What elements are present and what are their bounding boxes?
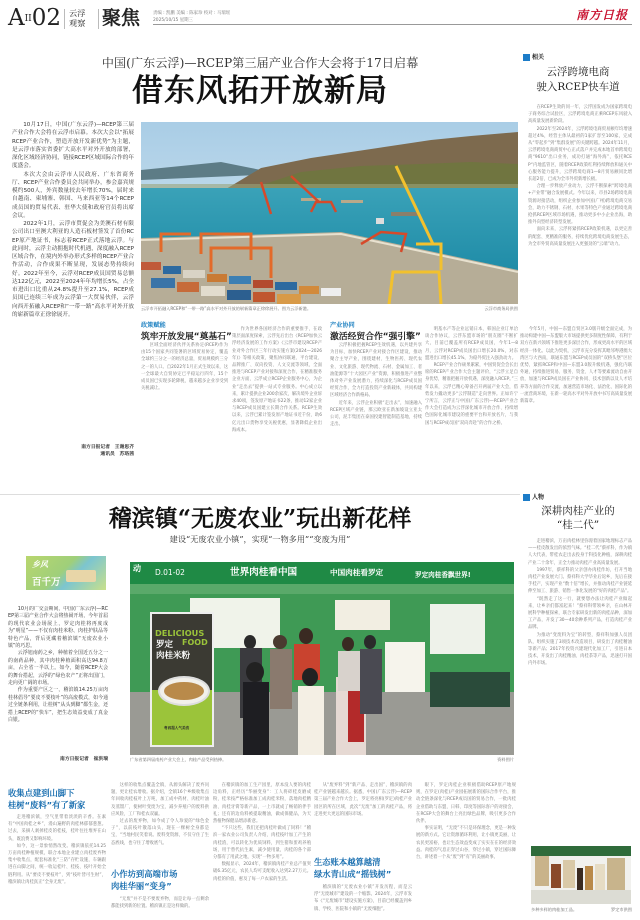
editor-line: 责编 : 凯鹏 美编 : 陈家珍 校对 : 马瑞瑶	[153, 11, 231, 16]
poster-title-en-1: DELICIOUS	[155, 628, 205, 638]
expo-photo	[130, 562, 514, 755]
booth-number: D.01-02	[155, 568, 185, 577]
ecology-col-2	[416, 782, 516, 920]
body-paragraph: 过去的废弃物，如今成了令人珍爱的“绿色金子”，以前枝叶散落山头，现在一棵树全身都是宝，“当地村民笑着说。废料变资源，不仅守住了生态底线，也守住了增收底气。	[111, 819, 209, 846]
sidebar-headline	[523, 504, 633, 532]
sub-section-ecology-header	[314, 856, 412, 880]
page-section-mark: II	[24, 14, 32, 24]
section-industry-col-1	[330, 342, 422, 490]
series-badge-line-1: 乡风	[32, 559, 48, 569]
expo-photo-caption: 广东省第四届南药产业大会上，肉桂产品受到热捧。	[130, 757, 227, 762]
noodle-bowl	[158, 676, 210, 706]
banner-slogan-3: 罗定肉桂香飘世界!	[415, 571, 471, 579]
sub-section-title-2: 肉桂华丽“变身”	[111, 881, 172, 891]
section-tag-marker	[523, 54, 530, 61]
body-paragraph: “不只这些，我们还把肉桂叶做成了饲料！”稽滨一家农业公司负责人介绍，肉桂枝叶加工产生的肉桂渣，可以转化为优质饲料，到生猪和蛋鸡养殖场，用于替代抗生素，减少使用量，肉桂的各个部分都有了用武之地，实现“一物多用”。	[213, 826, 311, 861]
second-subheadline: 建设“无废农业小镇”，实现“一物多用”“变废为用”	[169, 534, 351, 544]
body-paragraph: 为推动“变废料为宝”的转型，蔡祥科加强人员团队，组织实施了3项技术改造项目，研发出了肉桂精油等新产品；2017年投资兴建现代化加工厂，引进日本技术，开发出了肉桂精油、肉桂茶等产品，迅速打开国内外市场。	[528, 632, 632, 667]
section-industry-header	[330, 320, 425, 342]
section-policy-header	[141, 320, 231, 342]
body-paragraph: “既然走了这一行，就要想办法让肉桂产业做起来，让乡亲们都富起来！”蔡祥科带领乡亲，在山林开展科学种植探索，联合专家研发出新的肉桂品种，深加工产品，开发了30—40余种系列产品，打造肉桂产业品牌。	[528, 596, 632, 631]
second-intro	[8, 606, 108, 751]
body-paragraph: 云浮积极把握RCEP生效机遇，以共建共享为目标，加快RCEP产业对接合作区建设，推动聚合主导产业，围绕建材、生物医药、现代农业、文化旅游、现代物流、石材、金属加工、者油能源等“十大园区产业”资源，积极推进产业整体对外产业发展潜力，持续深化与RCEP成员国经贸合作，全力打造投资产业新载体，共同构建区域经济合作新格局。	[330, 343, 422, 399]
body-paragraph: 眼下，罗定肉桂企业积极借助RCEP原产地规则，在罗定(肉桂)产业园拓展新的国际合作平台，推动全链条深化与RCEP成员国的贸易合作，一批肉桂企业借助与东盟、日韩、印度等国际客户的对接会，在RCEP大会的舞台上亮出绿色品牌，吸引更多合作伙伴。	[416, 783, 516, 825]
body-paragraph: 作为世界各国经济合作的重要推手，在政策层面深度探索，云浮先后出台《RCEP加快云浮经济发展的工作方案》《云浮市建设RCEP产业对外合作区三年行动实施方案(2024—2026年)》等相关政策，聚焦协同联通、平台建设、品牌推广、双向投资、人文交流等领域，全面推进与RCEP产业对接和深度合作，在精准服务企业方面，云浮成立RCEP企业服务中心，为企业“走出去”提供一站式专业服务。中心成立以来，累计提供企业200余家次，解决境外企业诉求40项，签发原产地证书22条，推动12家企业与RCEP成员国建立长期合作关系。RCEP生效以来，云浮已累计签发原产地证书近千份，助6亿元出口货物享受关税优惠，显著降低企业出海成本。	[232, 327, 322, 433]
page-number	[8, 6, 61, 31]
sub-section-workshop-header	[111, 868, 209, 892]
second-headline: 稽滨镇“无废农业”玩出新花样	[108, 505, 412, 532]
date-line: 2025/10/15 星期三	[153, 18, 193, 23]
body-paragraph: 面向未来，云浮将紧抓RCEP政策机遇，以更完善的配套、更精准的服务，持续优化跨境电商发展生态，为全市外贸高质量发展注入更强劲的“云端”动力。	[528, 227, 632, 247]
sidebar-related-body	[528, 104, 632, 316]
section-policy-col-1	[141, 342, 228, 490]
sidebar-headline-line-1: 云浮跨境电商	[546, 66, 610, 78]
poster-title-cn-2: 肉桂米粉	[156, 651, 191, 661]
lead-headline: 借东风拓开放新局	[132, 73, 388, 109]
poster-title-en-2: FOOD	[182, 638, 208, 647]
sidebar-headline-line-2: “桂二代”	[556, 519, 600, 531]
body-paragraph: “无废”并不是不要废弃物，而是让每一点剩余都能找到新的位置。稽滨镇正是这样做的。	[111, 897, 209, 910]
page-number-value: 02	[31, 5, 62, 31]
ecology-col-1	[314, 884, 412, 920]
workshop-col-1	[111, 896, 209, 920]
masthead	[8, 6, 632, 30]
section-title: 筑牢开放发展“奠基石”	[141, 332, 232, 342]
section-divider	[0, 494, 520, 495]
column-line-1: 云浮	[69, 8, 86, 18]
section-kicker: 产业协同	[330, 322, 355, 329]
body-paragraph: 走进稽滨，万亩肉桂林里弥漫着国家地理标志产品——桂皮散发出的浓烈气味。“桂二代”蔡祥科，作为镇人大代表，带桂农走出去投身于科技化种植，深耕肉桂产业二十余年，正全力推动肉桂产业高质量发展。	[528, 539, 632, 566]
body-paragraph: 这样的收集点覆盖全镇，从源头解决了废弃问题，更让桂农增收。据介绍，全镇16个乡级收集点年回收肉桂枝叶上万吨，加工成中药材、肉桂叶油及蒸馏厂，使树叶变废为宝，减少养殖户的废料供应风险，工厂和桂农双赢。	[111, 783, 209, 817]
section-title: 激活经贸合作“强引擎”	[330, 332, 421, 342]
sub-section-title-2: 绿水青山成“摇钱树”	[314, 869, 392, 879]
section-name: 聚焦	[102, 7, 141, 29]
page-prefix: A	[8, 5, 25, 31]
body-paragraph: 近年来，云浮企业积极“走出去”，加速融入RCEP区域产业链，那云欧亚在新加坡设立亚太公司，泥丰集团在泰国投建智能制造基地，持续走出。	[330, 400, 422, 428]
products-photo-caption: 多种多样的肉桂加工品。	[531, 907, 578, 912]
lead-intro-paragraph: 10月17日，中国(广东云浮)—RCEP第三届产业合作大会将在云浮市启幕。本次大会以“拓展RCEP产业合作，塑造开放开发新优势”为主题，是云浮市落实省委扩大高水平对外开放的部署，深化区域经济协同，链接RCEP区域国际合作的年度盛会。	[12, 122, 134, 170]
section-policy-col-2	[232, 326, 322, 490]
workshop-col-3	[314, 782, 412, 832]
collection-col-1	[8, 814, 106, 920]
sidebar-tag: 人物	[532, 494, 545, 501]
body-paragraph: 数据显示，2024年，稽滨镇肉桂产业总产值突破6.35亿元，农民人均可支配收入达到2.27万元。肉桂的价值，惠及了每一户农家的生活。	[213, 862, 311, 882]
second-byline: 南方日报记者 崔洪瑞	[60, 757, 108, 762]
badge-houses	[66, 570, 96, 582]
poster-tagline: 粤西超人气美食	[164, 726, 190, 730]
expo-photo-credit: 资料图片	[497, 757, 514, 762]
products-photo-illustration	[531, 846, 631, 904]
lead-intro-paragraph: 本次大会由云浮市人民政府、广东省商务厅、RCEP产业合作委员会共同举办，参会嘉宾规模约500人，外宾数量较去年增长70%，届时来自越南、柬埔寨、韩国、马来西亚等14个RCEP成员国的贸易代表、驻华大使和政府官员将出席会议。	[12, 171, 134, 219]
sidebar-tag: 相关	[532, 54, 545, 61]
series-badge-line-2: 百千万	[32, 577, 61, 588]
sub-section-title-1: 收集点建到山脚下	[8, 788, 75, 798]
lead-intro-paragraph: 2022年1月，云浮市贸促会为美澳石材有限公司出口至澳大利亚的人造石板材签发了首份RCEP原产地证书，标志着RCEP正式落地云浮。与此同时，云浮主动拥抱时代机遇，深度融入RCEP区域合作，在境内外举办形式多样的RCEP产业合作活动，合作成果不断显现，发展态势持续向好。2022年至今，云浮对RCEP成员国贸易总额达122亿元，2022至2024年年均增长5%，占全市进出口比重从24.8%提升至27.1%，RCEP成员国已连续三年成为云浮第一大贸易伙伴，云浮向西开拓融入RCEP和“一带一路”高水平对外开放的崭新篇章正徐徐展开。	[12, 221, 134, 318]
sidebar-person	[523, 494, 633, 532]
masthead-rule	[153, 24, 632, 25]
body-paragraph: 明基水产等企业远销日本，韩国企业订单洽谈合作协议，云浮东盟市场的“朋友圈”不断扩大，目前已覆盖所有RCEP成员国，今年1—8月，云浮对RCEP成员国出口增长20.0%，对东盟进出口增长45.1%，为稳外贸注入强劲动力。	[425, 327, 518, 361]
sub-section-title-1: 小作坊到高端市场	[111, 869, 178, 879]
body-paragraph: 今年5月，中国—东盟自贸区3.0版升级全面完成，为推动构建中国—东盟版大市场提供更多制度性保障，有利于双方在新兴领域下推进更多深层合作，形成更高水平的区域经济一体化。以此为契机，云浮市充分发挥其毗邻粤港澳大湾区与大西南，联通东盟与RCEP成员国的“双桥头堡”区位优势，紧抓RCEP和中国—东盟3.0版升级机遇，强化内联外通，持续推进贸易、服务、资金、人才等要素流动自由开放，加速与RCEP成员国在产业协同、技术创新以及人才培养等方面的合作交流，加速营造市场化、法治化、国际化的一流营商环境，在新一轮高水平对外开放中书写高质量发展新篇章。	[520, 327, 632, 405]
expo-banner	[130, 562, 514, 584]
body-paragraph: 稽滨镇的“无废农业小镇”开发历程，而是云浮“无废城市”建设的一个缩影。2024年，云浮市发布《“无废城市”建设实施方案》，目前已经覆盖到乡镇、学校、医院和小镇的“无废细胞”。	[314, 885, 412, 912]
body-paragraph: 在RCEP生效的同一年，云浮国发成为国家跨境电子商务综合试验区，云浮跨境电商正乘RCEP东风驶入高质量发展新阶段。	[528, 105, 632, 125]
port-photo-illustration	[141, 122, 518, 304]
poster-title-cn-1: 罗定	[156, 640, 174, 650]
section-industry-col-3	[520, 326, 632, 484]
sidebar-headline	[523, 65, 633, 95]
column-name	[69, 8, 85, 28]
series-badge	[26, 556, 106, 590]
intro-paragraph: 10月的广交会期间，中国(广东云浮)—RCEP第三届产业合作大会将热闹开场，今年首届的现代农业会场展上，罗定肉桂将再度成为“明星”——不仅有肉桂米粉、肉桂护肤品等特色产品，背后更藏着稽滨镇“无废农业小镇”的巧思。	[8, 606, 108, 650]
body-paragraph: 区域全面经济伙伴关系协定(RCEP)作为由15个国家共同签署的区域贸易协定，覆盖全球约三分之一的经济总量，贸易规模约三分之一的人口。自2022年1月正式生效以来，这一全球最大自贸协定已平稳运行四年，15个成员国已实现多轮降税，越来越多企业享受到关税减让。	[141, 343, 228, 392]
sidebar-headline-line-1: 深耕肉桂产业的	[541, 505, 615, 517]
sidebar-person-body	[528, 538, 632, 800]
sidebar-headline-line-2: 驶入RCEP快车道	[536, 81, 620, 93]
body-paragraph: 如今，这一景象悄然改变。稽滨镇依托14.25万亩肉桂种植规模，联合本地企业建立肉桂废弃物集中收集点，配套标准化“三防”存贮设施，车辆跟进在山脚之间，统一收运桂叶、桂枝、枝叶开始全链利用。从“要皮不要枝叶”，到“枝叶皆可生财”，稽滨镇让肉桂真正“全身无废”。	[8, 843, 106, 885]
sidebar-related	[523, 54, 633, 95]
body-paragraph: 2022年至2024年，云浮跨境电商贸易额年均增速超过4%，经营主体从最初的1家扩容至100家，完成从“零起步”到“集群发展”的关键跨越。2024年11月，云浮跨境电商商贸中心正式落户并完成本地首单跨境电商“9610”出口业务，成功打通“海外海”，依托RCEP“内地监管区，随着RCEP政策红利持续释放和通关中心服务能力提升，云浮跨境电商1—8月贸易额同比增长超2倍，已成为全市外贸新增长极。	[528, 126, 632, 183]
column-line-2: 观察	[69, 18, 86, 28]
body-paragraph: 1997年，蔡祥科的父亲创办肉桂作坊，打开当地肉桂产业发展大门。蔡祥科大学毕业后返乡，先后在接手桂产，实现产业“数十倍”增长，并推动肉桂产业链延伸至加工、旅游、销售一体化发展的“好的肉桂产品”。	[528, 567, 632, 595]
section-tag-marker	[523, 494, 530, 501]
sub-section-title-2: 桂树“废料”有了新家	[8, 800, 86, 810]
body-paragraph: RCEP产业合作硕果累累，中国贸促会会长出席的RCEP产业合作大会主题评价，“云浮立足自身优势，精准把握开放机遇，深度融入RCEP。”三年以来，云浮已精心筹备召开两届产业大会，借势发力撬动更多“云浮制造”走向世界。正如许宁宁所言，云浮正与中国(广东云浮)—RCEP产业合作大会打造成为云浮深化城市开放合作、持续增色国际化城市建设的重要平台和开放名片，与我国与RCEP成员国“双向奔赴”的合作之桥。	[425, 363, 518, 426]
body-paragraph: 在稽滨镇的加工生产园里，原本没人要的肉桂边角料，正经历“华丽变身”：工人将碎桂皮磨成粉，桂米按严格标准加工成肉桂米粉，落地肉桂精油、肉桂牙膏等新产品，一上市就成了畅销的伴手礼；还有的边角料被提取精油，做成保健品，为天然植物保健品增添新意。	[213, 783, 311, 825]
banner-corner-char: 动	[133, 564, 141, 573]
divider	[98, 9, 99, 29]
port-photo	[141, 122, 518, 304]
lead-intro	[12, 121, 134, 339]
byline-correspondent: 通讯员 苏珞茜	[100, 452, 134, 457]
body-paragraph: 合理一步释放产业动力，云浮不断探索“跨境电商+产业带”融合发展模式。今年以来，市县2场跨境电商资源对接活动，组织企业参加中国(广州)跨境电商交易会，助力不锈钢、石材、水果等特色产业通过跨境电商抢抓RCEP区域市场机遇，推动更多中小企业出海，助推外向型经济转型发展。	[528, 184, 632, 226]
collection-col-2	[111, 782, 209, 846]
section-industry-col-2	[425, 326, 518, 490]
byline-reporter: 南方日报记者 王谢思齐	[81, 445, 134, 450]
banner-slogan-1: 世界肉桂看中国	[230, 567, 298, 578]
workshop-col-2	[213, 782, 311, 920]
lead-byline	[12, 444, 134, 458]
sub-section-collection-header	[8, 787, 108, 811]
lead-kicker: 中国(广东云浮)—RCEP第三届产业合作大会将于17日启幕	[101, 56, 419, 70]
port-photo-caption: 云浮市开拓融入RCEP和“一带一路”高水平对外开放的崭新篇章正徐徐展开。图为云浮新港。	[141, 306, 312, 311]
port-photo-credit: 云浮市商务局供图	[484, 306, 518, 311]
body-paragraph: 走进稽滨镇，空气里带着淡淡的辛香。在素有“中国肉桂之乡”，漫山遍野的肉桂林郁郁葱葱。过去，采摘人剥掉桂皮的桂枝，桂叶往往堆弃在山头，既浪费又影响环境。	[8, 815, 106, 842]
products-photo	[531, 846, 631, 904]
intro-paragraph: 云浮旭南药之乡，种植着全国近五分之一的南药品种，其中肉桂种植面积高达94.8万亩，占全省一半以上。如今，随着RCEP大会的舞台搭起，云浮的“绿色农产”正将出国门，走向更广阔的市场。	[8, 650, 108, 687]
body-paragraph: 从“废弃料”到“新产品、走出国”，稽滨镇的肉桂产业链越来越长。据悉，中国(广东云浮)—RCEP第三届产业合作大会上，罗定将亮相(罗定)肉桂产业园区的所在区域，此次“无废”加工的肉桂产品，将走进更大更远的国际市场。	[314, 783, 412, 817]
rice-noodle-poster	[150, 612, 214, 747]
intro-paragraph: 作为重要产区之一，稽滨镇14.25万亩肉桂林倡导“要皮不要枝叶”的高废模式，如今通过全链条利用，让桂树“从头到脚”都生金，还搭上RCEP的“快车”，把生态效益变成了真金白银。	[8, 687, 108, 724]
products-photo-credit: 罗定市供图	[611, 907, 632, 912]
sub-section-title-1: 生态账本越算越清	[314, 857, 381, 867]
newspaper-logo: 南方日报	[575, 8, 628, 22]
body-paragraph: 事实证明，“无废”不只是环保理念，更是一种发展的新方式。它让资源循环利用，让小镇更美丽，让农民更富裕，也让生态效益变成了实实在在的经济效益。肉桂的气息正穿过山谷，穿过小镇，穿过国际舞台，讲述着一个从“废”到“有”的美丽故事。	[416, 826, 516, 861]
divider	[64, 9, 65, 29]
banner-slogan-2: 中国肉桂看罗定	[330, 568, 384, 577]
section-kicker: 政策赋能	[141, 322, 166, 329]
